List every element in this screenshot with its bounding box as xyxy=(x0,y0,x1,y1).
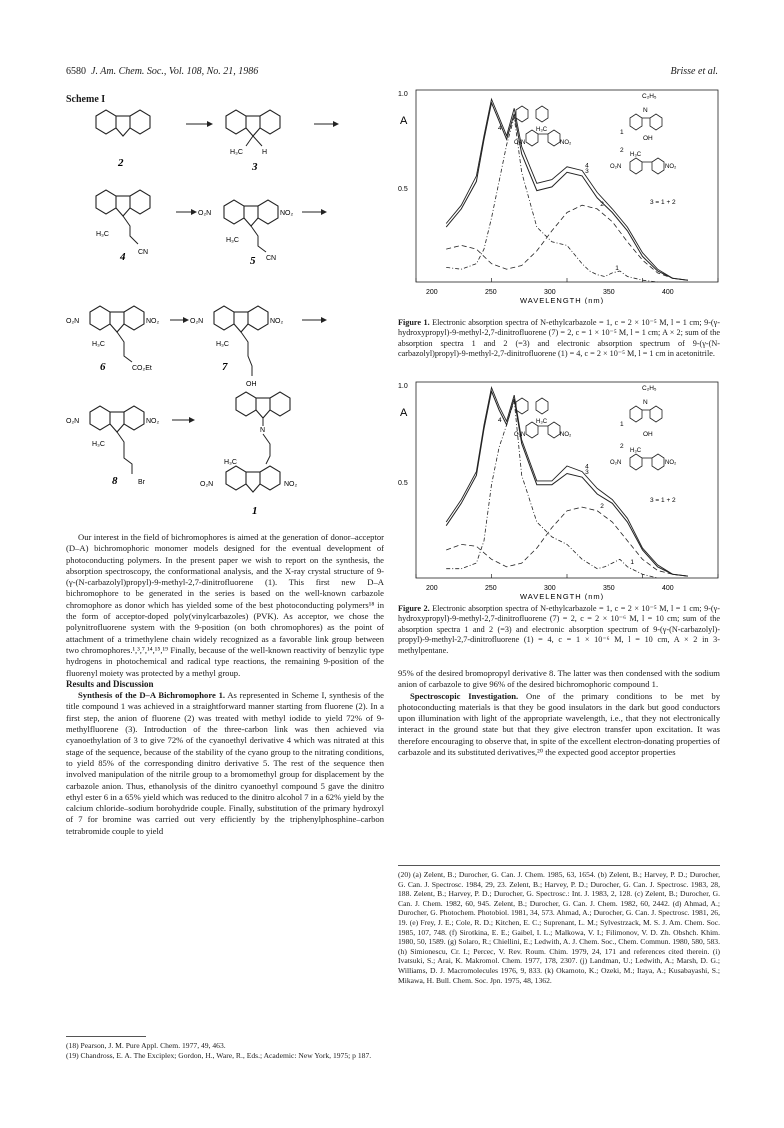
label-no2: NO₂ xyxy=(665,460,677,466)
structure-number: 1 xyxy=(620,129,624,136)
label-cn: CN xyxy=(138,249,149,256)
reaction-scheme xyxy=(66,108,382,528)
x-axis-label: WAVELENGTH (nm) xyxy=(520,592,605,600)
results-heading: Results and Discussion xyxy=(66,678,154,689)
compound-number-4: 4 xyxy=(120,251,126,263)
synthesis-paragraph xyxy=(66,690,384,837)
label-no2: NO₂ xyxy=(665,164,677,170)
structure-number: 4 xyxy=(498,125,502,132)
plot-frame xyxy=(416,90,718,282)
label-o2n: O₂N xyxy=(190,318,204,325)
label-h3c: H₃C xyxy=(230,149,243,156)
label-h3c: H₃C xyxy=(536,419,548,425)
label-no2: NO₂ xyxy=(146,418,160,425)
x-tick-label: 350 xyxy=(603,289,615,296)
label-oh: OH xyxy=(246,381,257,388)
label-no2: NO₂ xyxy=(560,432,572,438)
x-tick-label: 250 xyxy=(485,585,497,592)
label-h3c: H₃C xyxy=(96,231,109,238)
synthesis-heading: Synthesis of the D–A Bichromophore 1. xyxy=(78,690,226,701)
label-h3c: H₃C xyxy=(226,237,239,244)
compound-number-5: 5 xyxy=(250,255,256,267)
label-h3c: H₃C xyxy=(630,448,642,454)
compound-number-3: 3 xyxy=(252,161,258,173)
series-line-1 xyxy=(446,401,657,578)
figure-2-caption-label: Figure 2. xyxy=(398,604,430,613)
right-column xyxy=(398,668,720,758)
x-tick-label: 350 xyxy=(603,585,615,592)
running-header-left xyxy=(66,66,258,77)
plot-frame xyxy=(416,382,718,578)
scheme-title: Scheme I xyxy=(66,94,106,105)
compound-5 xyxy=(224,200,278,252)
series-line-2 xyxy=(446,507,688,576)
label-c2h5: C₂H₅ xyxy=(642,385,657,392)
label-h3c: H₃C xyxy=(216,341,229,348)
running-header-authors: Brisse et al. xyxy=(670,66,718,77)
structure-number: 2 xyxy=(620,147,624,154)
inset-structure-ethylcarbazole xyxy=(630,114,662,130)
x-tick-label: 400 xyxy=(662,585,674,592)
figure-2 xyxy=(398,378,720,600)
footnote-rule xyxy=(398,865,720,866)
label-o2n: O₂N xyxy=(514,432,526,438)
label-o2n: O₂N xyxy=(66,418,80,425)
x-axis-label: WAVELENGTH (nm) xyxy=(520,296,605,304)
compound-number-6: 6 xyxy=(100,361,106,373)
spectroscopy-paragraph xyxy=(398,691,720,759)
structure-number: 4 xyxy=(498,417,502,424)
label-oh: OH xyxy=(643,431,653,438)
label-br: Br xyxy=(138,479,145,486)
label-no2: NO₂ xyxy=(270,318,284,325)
compound-number-2: 2 xyxy=(118,157,124,169)
spectra-curves xyxy=(416,99,718,282)
inset-structure-ethylcarbazole xyxy=(630,406,662,422)
series-line-3 xyxy=(446,103,688,280)
label-no2: NO₂ xyxy=(280,210,294,217)
compound-number-1: 1 xyxy=(252,505,258,517)
label-no2: NO₂ xyxy=(284,481,298,488)
compound-number-7: 7 xyxy=(222,361,228,373)
series-line-2 xyxy=(446,205,688,280)
series-label-2: 2 xyxy=(600,200,604,208)
x-tick-label: 200 xyxy=(426,289,438,296)
y-axis-label: A xyxy=(400,407,408,419)
structure-number: 1 xyxy=(620,421,624,428)
journal-citation: J. Am. Chem. Soc., Vol. 108, No. 21, 1986 xyxy=(91,66,259,77)
y-tick-label: 1.0 xyxy=(398,91,408,98)
label-o2n: O₂N xyxy=(514,140,526,146)
label-h3c: H₃C xyxy=(536,127,548,133)
x-tick-label: 200 xyxy=(426,585,438,592)
compound-number-8: 8 xyxy=(112,475,118,487)
figure-2-caption xyxy=(398,604,720,656)
sum-label: 3 = 1 + 2 xyxy=(650,497,676,504)
inset-structure-dinitrofluorene xyxy=(630,158,664,174)
footnote-19: (19) Chandross, E. A. The Exciplex; Gordon, H., Ware, R., Eds.; Academic: New York, 1975; p 187. xyxy=(66,1050,372,1060)
page-number: 6580 xyxy=(66,66,86,77)
spectra-curves xyxy=(416,388,718,578)
y-tick-label: 0.5 xyxy=(398,186,408,193)
label-c2h5: C₂H₅ xyxy=(642,93,657,100)
footnote-18: (18) Pearson, J. M. Pure Appl. Chem. 1977, 49, 463. xyxy=(66,1041,226,1050)
inset-structure-dinitrofluorene xyxy=(630,454,664,470)
label-cn: CN xyxy=(266,255,277,262)
figure-1 xyxy=(398,86,720,304)
figure-2-caption-text: Electronic absorption spectra of N-ethylcarbazole = 1, c = 2 × 10⁻⁵ M, l = 1 cm; 9-(γ-hydroxypropyl)-9-methyl-2,7-dinitrofluorene (7) = 2, c = 2 × 10⁻⁶ M, l = 10 cm; sum of the absorption spectra 1 and 2 (=3) and electronic absorption spectrum of 9-(γ-(N-carbazolyl)-propyl)-9-methyl-2,7-dinitrofluorene (1) = 4, c = 1 × 10⁻⁶ M, l = 10 cm, A × 2 in 3-methylpentane. xyxy=(398,604,720,655)
label-no2: NO₂ xyxy=(560,140,572,146)
figure-1-caption-label: Figure 1. xyxy=(398,318,430,327)
label-o2n: O₂N xyxy=(610,164,622,170)
x-tick-label: 300 xyxy=(544,585,556,592)
footnote-20: (20) (a) Zelent, B.; Durocher, G. Can. J. Chem. 1985, 63, 1654. (b) Zelent, B.; Harvey, P. D.; Durocher, G. Can. J. Spectrosc. 1984, 29, 23. Zelent, B.; Harvey, P. D.; Durocher, G. Can. J. Spectrosc. 1983, 28, 188. Zelent, B.; Harvey, P. D.; Durocher, G. Spectrosc.: Int. J. 1983, 2, 128. (c) Zelent, B.; Durocher, G. Can. J. Chem. 1982, 60, 945. Zelent, B.; Durocher, G. Can. J. Chem. 1982, 60, 2442. (d) Ahmad, A.; Durocher, G. Photochem. Photobiol. 1981, 34, 573. Ahmad, A.; Durocher, G. Can. J. Spectrosc. 1981, 26, 19. (e) Frey, J. E.; Cole, R. D.; Kitchen, E. C.; Suprenant, L. M.; Sylvestrzack, M. S. J. Am. Chem. Soc. 1985, 107, 748. (f) Sirotkina, E. E.; Gaibel, I. L.; Malkowa, V. I.; Filimonov, V. D. Zh. Obshch. Khim. 1980, 50, 1589. (g) Solaro, R.; Chiellini, E.; Ledwith, A. J. Chem. Soc., Chem. Commun. 1980, 580, 583. (h) Simionescu, Cr. I.; Percec, V. Rev. Roum. Chim. 1979, 24, 171 and references cited therein. (i) Ivatsuki, S.; Arai, K. Makromol. Chem. 1977, 178, 2307. (j) Landman, U.; Ledwith, A.; Marsh, D. G.; Williams, D. J. Macromolecules 1976, 9, 833. (k) Okamoto, K.; Ozeki, M.; Itaya, A.; Kusabayashi, S.; Mikawa, H. Bull. Chem. Soc. Jpn. 1975, 48, 1362. xyxy=(398,870,720,985)
y-tick-label: 0.5 xyxy=(398,480,408,487)
series-label-2: 2 xyxy=(600,502,604,510)
series-label-3: 3 xyxy=(585,469,589,477)
synthesis-text: As represented in Scheme I, synthesis of the title compound 1 was achieved in a straightforward manner starting from fluorene (2). In a first step, the anion of fluorene (2) was treated with methyl iodide to yield 72% of 9-methylfluorene (3). Introduction of the three-carbon link was then achieved via cyanoethylation of 3 to give 72% of the cyanoethyl derivative 4 which was nitrated at this stage of the sequence, because of the stability of the cyano group to the nitrating conditions, to yield 85% of the corresponding dinitro derivative 5. The rest of the sequence then involved manipulation of the nitrile group to a bromomethyl group for displacement by the carbazole anion. Thus, ethanolysis of the dinitro cyanoethyl compound 5 gave the dinitro ethyl ester 6 in a 65% yield which was reduced to the dinitro alcohol 7 in a 62% yield by the calcium chloride–sodium borohydride couple. Finally, substitution of the primary hydroxyl of 7 for bromine was carried out very efficiently by the triphenylphosphine–carbon tetrabromide couple to yield xyxy=(66,690,384,836)
series-line-1 xyxy=(446,117,657,282)
label-oh: OH xyxy=(643,135,653,142)
label-no2: NO₂ xyxy=(146,318,160,325)
sum-label: 3 = 1 + 2 xyxy=(650,199,676,206)
label-h3c: H₃C xyxy=(630,152,642,158)
compound-3 xyxy=(226,110,280,146)
series-label-1: 1 xyxy=(615,264,619,272)
spectroscopy-text: One of the primary conditions to be met by photoconducting materials is that they be good insulators in the dark but good conductors upon illumination with light of the appropriate wavelength, i.e., that they not electronically interact in the ground state but that they give electron transfer upon excitation. It was therefore encouraging to observe that, in spite of the excellent electron-donating properties of carbazole and its substituted derivatives,²⁰ the expected good acceptor properties xyxy=(398,690,720,758)
figure-1-caption-text: Electronic absorption spectra of N-ethylcarbazole = 1, c = 2 × 10⁻⁵ M, l = 1 cm; 9-(γ-hydroxypropyl)-9-methyl-2,7-dinitrofluorene (7) = 2, c = 1 × 10⁻⁵ M, l = 1 cm; A × 2; sum of the absorption spectra 1 and 2 (=3) and electronic absorption spectrum of 9-(γ-(N-carbazolyl)propyl)-9-methyl-2,7-dinitrofluorene (1) = 4, c = 2 × 10⁻⁵ M, l = 1 cm in acetonitrile. xyxy=(398,318,720,359)
figure-1-plot xyxy=(398,86,720,304)
series-label-3: 3 xyxy=(585,167,589,175)
series-label-4: 4 xyxy=(585,463,589,471)
figure-2-plot xyxy=(398,378,720,600)
label-n: N xyxy=(643,107,648,114)
label-co2et: CO₂Et xyxy=(132,365,152,372)
label-o2n: O₂N xyxy=(200,481,214,488)
label-o2n: O₂N xyxy=(66,318,80,325)
continued-paragraph: 95% of the desired bromopropyl derivative 8. The latter was then condensed with the sodium anion of carbazole to give 96% of the desired bichromophoric compound 1. xyxy=(398,668,720,690)
label-n: N xyxy=(260,427,266,434)
intro-paragraph: Our interest in the field of bichromophores is aimed at the generation of donor–acceptor (D–A) bichromophoric monomer models designed for the eventual development of photoconducting polymers. In the present paper we wish to report on the synthesis, the absorption spectroscopy, the conformational analysis, and the X-ray crystal structure of 9-(γ-(N-carbazolyl)propyl)-9-methyl-2,7-dinitrofluorene (1). This first new D–A bichromophore to be generated in the series is based on the well-known carbazole chromophore as donor which has yielded some of the best photoconducting polymers¹⁸ in the form of acceptor-doped poly(vinylcarbazoles) (PVK). As acceptor, we chose the polynitrofluorene system with the 9-position (on both chromophores) as the point of attachment of a trimethylene chain widely recognized as a favorable link group between two chromophores.¹,³,⁷,¹⁴,¹⁵,¹⁹ Finally, because of the well-known reactivity of benzylic type hydrogens in photochemical and radical type reactions, the remaining 9-position of the fluorenyl moiety was protected by a methyl group. xyxy=(66,532,384,678)
label-n: N xyxy=(643,399,648,406)
x-tick-label: 300 xyxy=(544,289,556,296)
compound-2 xyxy=(96,110,150,136)
left-column xyxy=(66,532,384,837)
x-tick-label: 400 xyxy=(662,289,674,296)
label-o2n: O₂N xyxy=(198,210,212,217)
series-line-4 xyxy=(446,99,688,280)
compound-6 xyxy=(90,306,144,362)
structure-number: 2 xyxy=(620,443,624,450)
right-footnote xyxy=(398,870,720,985)
label-h3c: H₃C xyxy=(224,459,237,466)
label-h3c: H₃C xyxy=(92,341,105,348)
label-o2n: O₂N xyxy=(610,460,622,466)
figure-1-caption xyxy=(398,318,720,360)
footnote-rule xyxy=(66,1036,146,1037)
y-axis-label: A xyxy=(400,115,408,127)
series-label-1: 1 xyxy=(630,558,635,566)
label-h3c: H₃C xyxy=(92,441,105,448)
series-line-4 xyxy=(446,388,688,576)
left-footnotes xyxy=(66,1041,384,1060)
spectroscopy-heading: Spectroscopic Investigation. xyxy=(410,690,519,701)
series-label-4: 4 xyxy=(585,162,589,170)
y-tick-label: 1.0 xyxy=(398,383,408,390)
compound-1 xyxy=(226,392,290,492)
label-h: H xyxy=(262,149,268,156)
x-tick-label: 250 xyxy=(485,289,497,296)
compound-8 xyxy=(90,406,144,474)
